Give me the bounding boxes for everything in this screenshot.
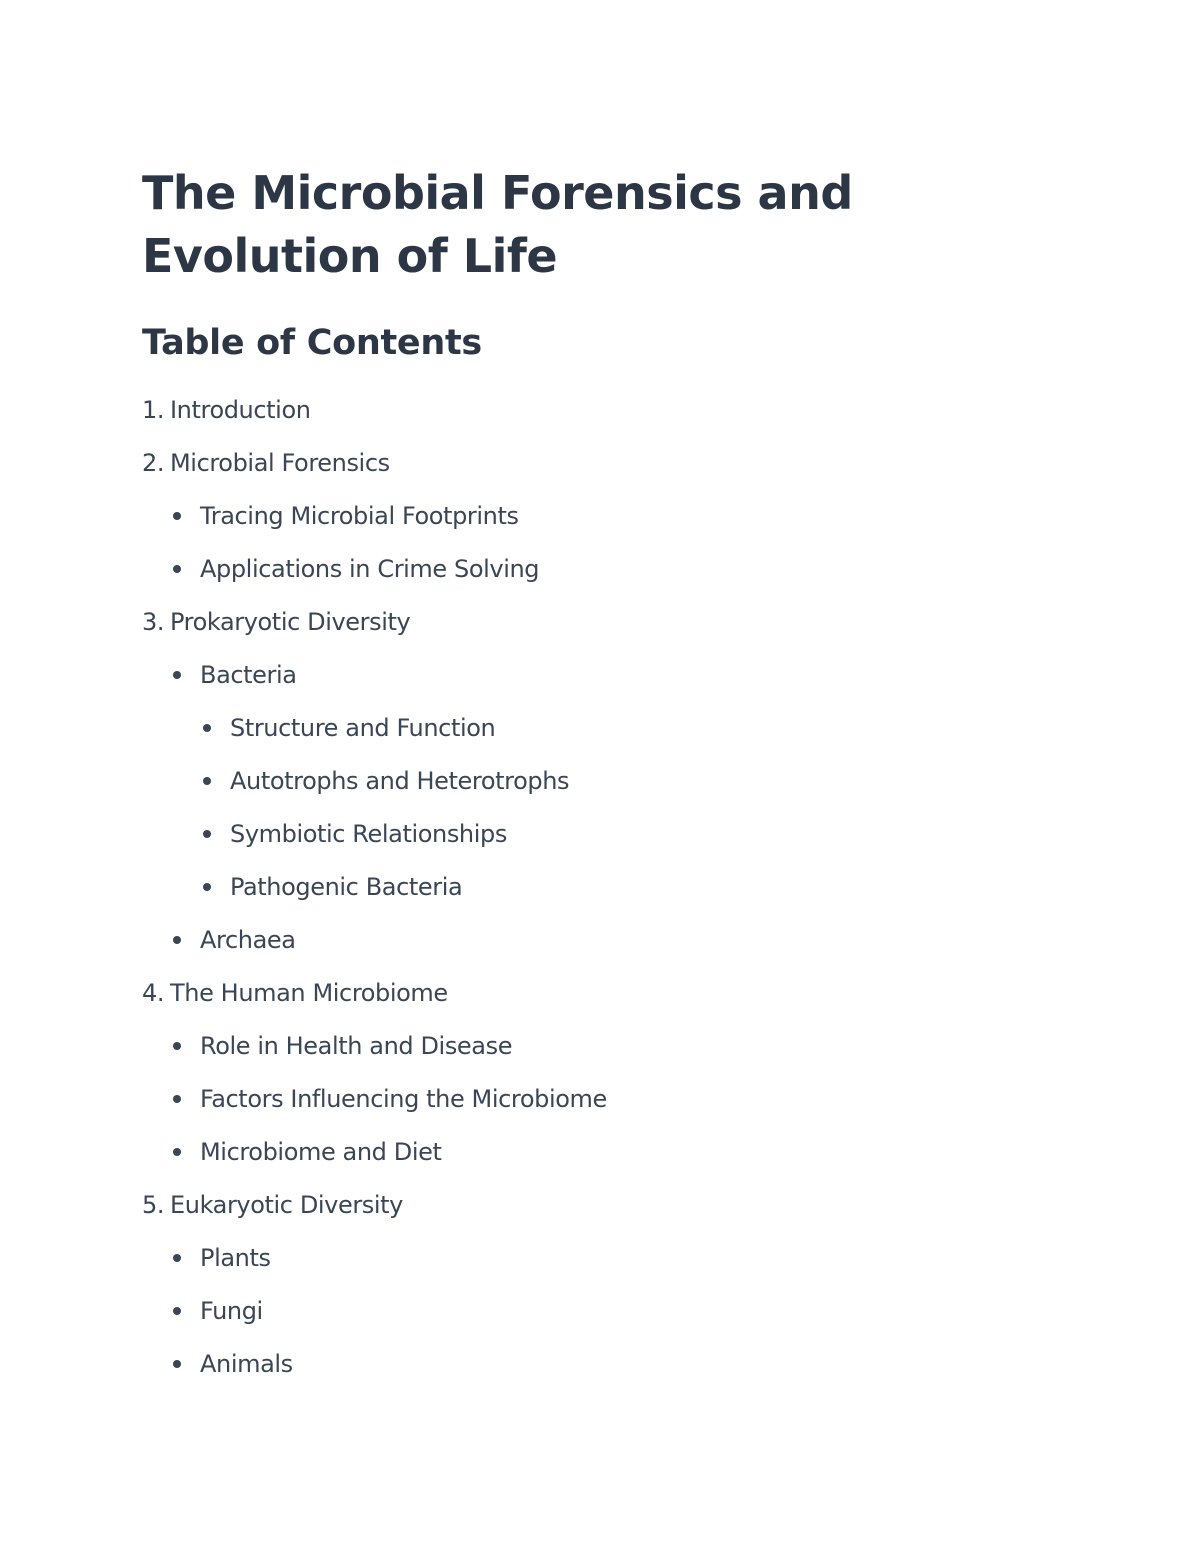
toc-item-number: 5. bbox=[142, 1191, 165, 1219]
bullet-icon bbox=[173, 1360, 181, 1368]
toc-subitem[interactable] bbox=[142, 1295, 1042, 1348]
toc-subsubitem[interactable] bbox=[142, 765, 1042, 818]
toc-item-label: Microbial Forensics bbox=[170, 449, 390, 477]
toc-subsubitem-label: Structure and Function bbox=[230, 714, 496, 742]
bullet-icon bbox=[173, 936, 181, 944]
toc-subsubitem[interactable] bbox=[142, 818, 1042, 871]
bullet-icon bbox=[203, 830, 211, 838]
bullet-icon bbox=[173, 1307, 181, 1315]
toc-item[interactable] bbox=[142, 394, 1042, 447]
toc-subitem[interactable] bbox=[142, 1242, 1042, 1295]
toc-subitem-label: Plants bbox=[200, 1244, 271, 1272]
toc-subitem-label: Microbiome and Diet bbox=[200, 1138, 442, 1166]
document-title: The Microbial Forensics and Evolution of Life bbox=[142, 166, 853, 283]
toc-item-number: 3. bbox=[142, 608, 165, 636]
toc-subitem[interactable] bbox=[142, 553, 1042, 606]
bullet-icon bbox=[173, 1254, 181, 1262]
toc-subitem[interactable] bbox=[142, 1136, 1042, 1189]
toc-item-label: Prokaryotic Diversity bbox=[170, 608, 411, 636]
bullet-icon bbox=[203, 777, 211, 785]
toc-subsubitem[interactable] bbox=[142, 871, 1042, 924]
toc-heading: Table of Contents bbox=[142, 323, 482, 363]
toc-subitem-label: Factors Influencing the Microbiome bbox=[200, 1085, 607, 1113]
toc-subitem[interactable] bbox=[142, 500, 1042, 553]
toc-subsubitem-label: Symbiotic Relationships bbox=[230, 820, 507, 848]
bullet-icon bbox=[203, 724, 211, 732]
bullet-icon bbox=[173, 1148, 181, 1156]
toc-subitem-label: Bacteria bbox=[200, 661, 297, 689]
toc-subitem-label: Animals bbox=[200, 1350, 293, 1378]
toc-item-number: 1. bbox=[142, 396, 165, 424]
toc-subitem[interactable] bbox=[142, 659, 1042, 712]
toc-item-label: Introduction bbox=[170, 396, 311, 424]
table-of-contents bbox=[142, 394, 1042, 1401]
toc-subsubitem-label: Autotrophs and Heterotrophs bbox=[230, 767, 570, 795]
toc-subitem-label: Tracing Microbial Footprints bbox=[200, 502, 519, 530]
toc-item[interactable] bbox=[142, 1189, 1042, 1242]
toc-subitem-label: Role in Health and Disease bbox=[200, 1032, 513, 1060]
toc-item-number: 4. bbox=[142, 979, 165, 1007]
toc-subsubitem-label: Pathogenic Bacteria bbox=[230, 873, 463, 901]
toc-subitem[interactable] bbox=[142, 1030, 1042, 1083]
toc-item-number: 2. bbox=[142, 449, 165, 477]
toc-subitem[interactable] bbox=[142, 1348, 1042, 1401]
toc-subitem[interactable] bbox=[142, 924, 1042, 977]
document-page bbox=[142, 162, 1042, 1401]
toc-item[interactable] bbox=[142, 606, 1042, 659]
bullet-icon bbox=[173, 565, 181, 573]
bullet-icon bbox=[173, 1042, 181, 1050]
toc-subitem-label: Fungi bbox=[200, 1297, 263, 1325]
toc-subitem-label: Archaea bbox=[200, 926, 296, 954]
toc-item-label: Eukaryotic Diversity bbox=[170, 1191, 403, 1219]
bullet-icon bbox=[173, 512, 181, 520]
toc-subitem-label: Applications in Crime Solving bbox=[200, 555, 540, 583]
bullet-icon bbox=[203, 883, 211, 891]
toc-item[interactable] bbox=[142, 447, 1042, 500]
toc-item[interactable] bbox=[142, 977, 1042, 1030]
toc-subitem[interactable] bbox=[142, 1083, 1042, 1136]
toc-subsubitem[interactable] bbox=[142, 712, 1042, 765]
bullet-icon bbox=[173, 1095, 181, 1103]
toc-item-label: The Human Microbiome bbox=[170, 979, 448, 1007]
bullet-icon bbox=[173, 671, 181, 679]
